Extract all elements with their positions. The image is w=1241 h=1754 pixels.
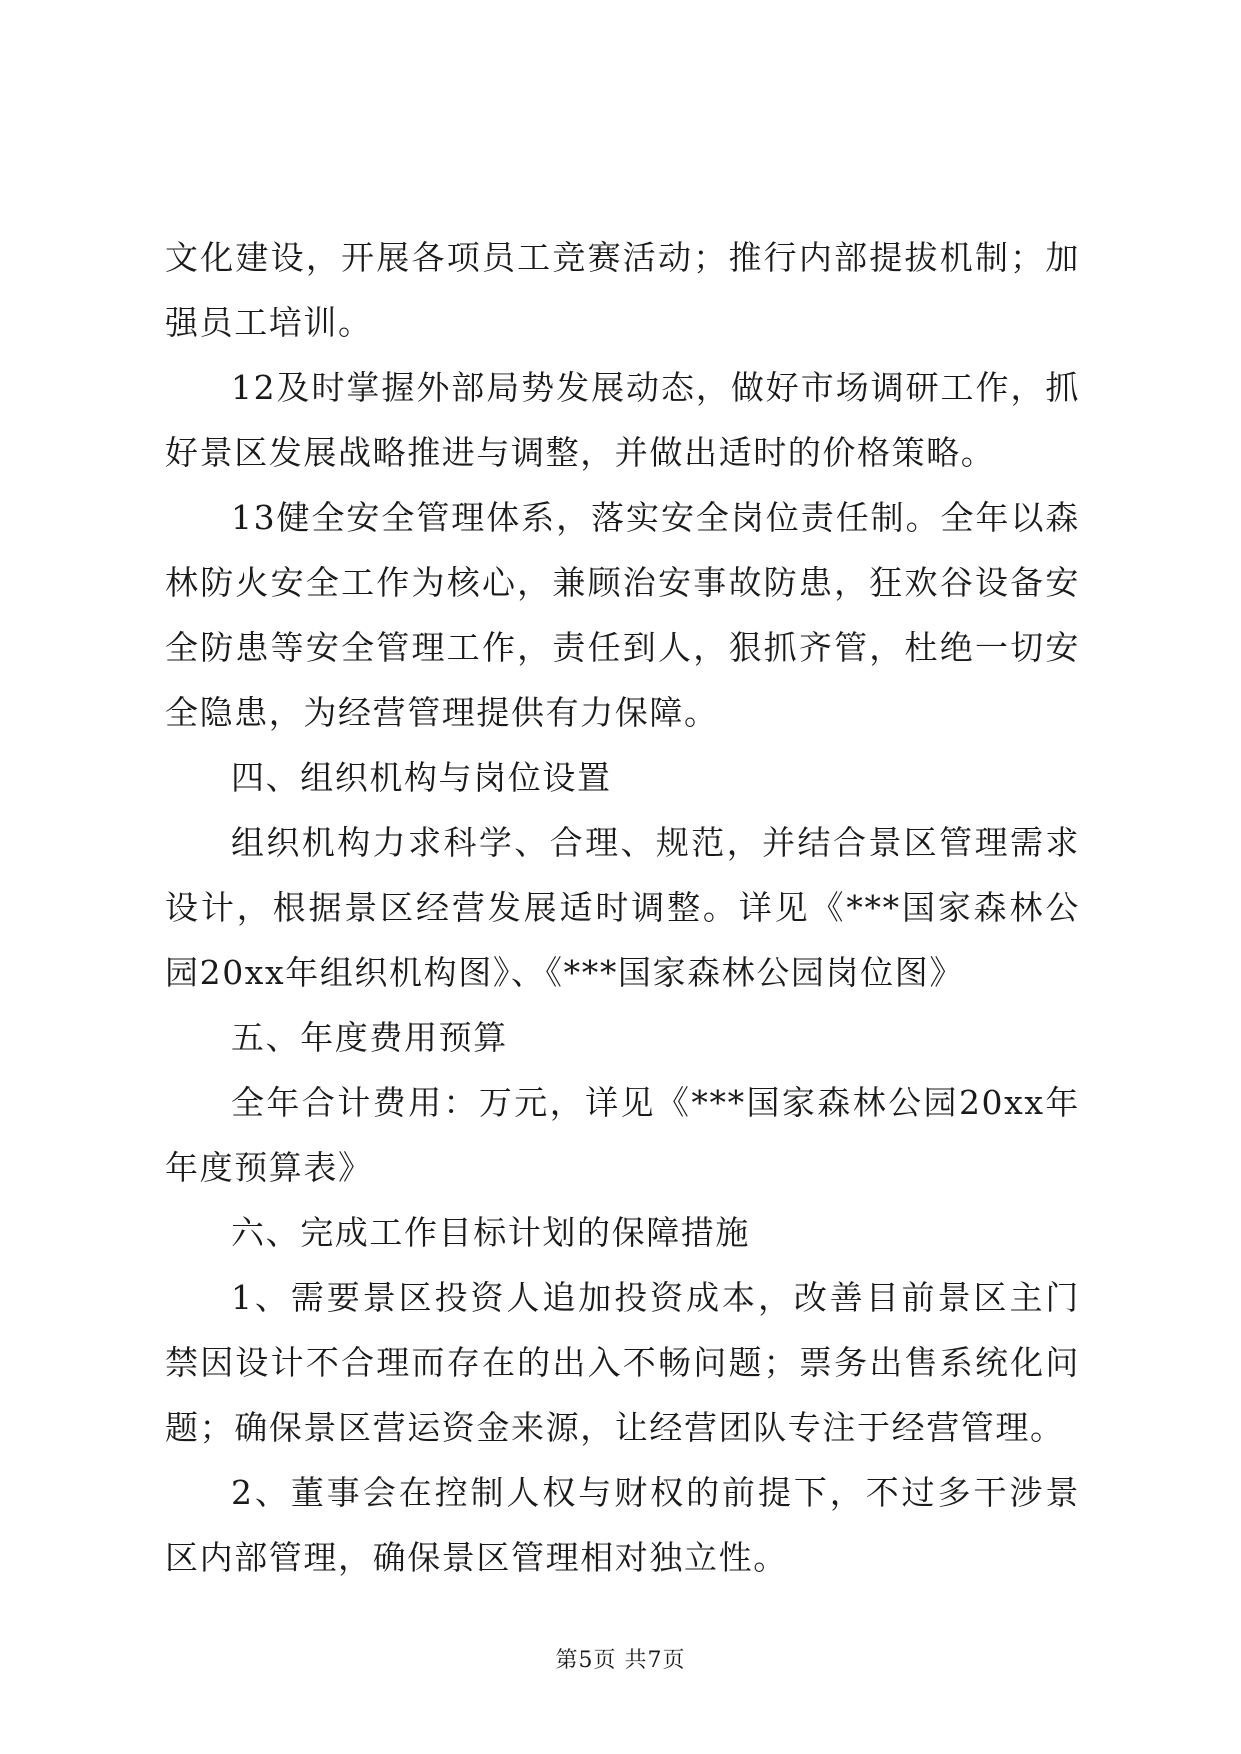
section-heading-5: 五、年度费用预算	[231, 1018, 508, 1057]
paragraph-budget: 全年合计费用：万元，详见《***国家森林公园20xx年年度预算表》	[165, 1083, 1080, 1187]
document-body	[165, 225, 1080, 1590]
paragraph-continuation: 文化建设，开展各项员工竞赛活动；推行内部提拔机制；加强员工培训。	[165, 238, 1080, 342]
section-heading-6: 六、完成工作目标计划的保障措施	[231, 1213, 750, 1252]
paragraph-org-structure: 组织机构力求科学、合理、规范，并结合景区管理需求设计，根据景区经营发展适时调整。详见《***国家森林公园20xx年组织机构图》、《***国家森林公园岗位图》	[165, 823, 1080, 992]
page-number-footer: 第5页 共7页	[555, 1648, 686, 1673]
paragraph-item-12: 12及时掌握外部局势发展动态，做好市场调研工作，抓好景区发展战略推进与调整，并做出适时的价格策略。	[165, 368, 1080, 472]
paragraph-measure-1: 1、需要景区投资人追加投资成本，改善目前景区主门禁因设计不合理而存在的出入不畅问题；票务出售系统化问题；确保景区营运资金来源，让经营团队专注于经营管理。	[165, 1278, 1080, 1447]
paragraph-item-13: 13健全安全管理体系，落实安全岗位责任制。全年以森林防火安全工作为核心，兼顾治安事故防患，狂欢谷设备安全防患等安全管理工作，责任到人，狠抓齐管，杜绝一切安全隐患，为经营管理提供有力保障。	[165, 498, 1080, 732]
section-heading-4: 四、组织机构与岗位设置	[231, 758, 612, 797]
paragraph-measure-2: 2、董事会在控制人权与财权的前提下，不过多干涉景区内部管理，确保景区管理相对独立性。	[165, 1473, 1080, 1577]
